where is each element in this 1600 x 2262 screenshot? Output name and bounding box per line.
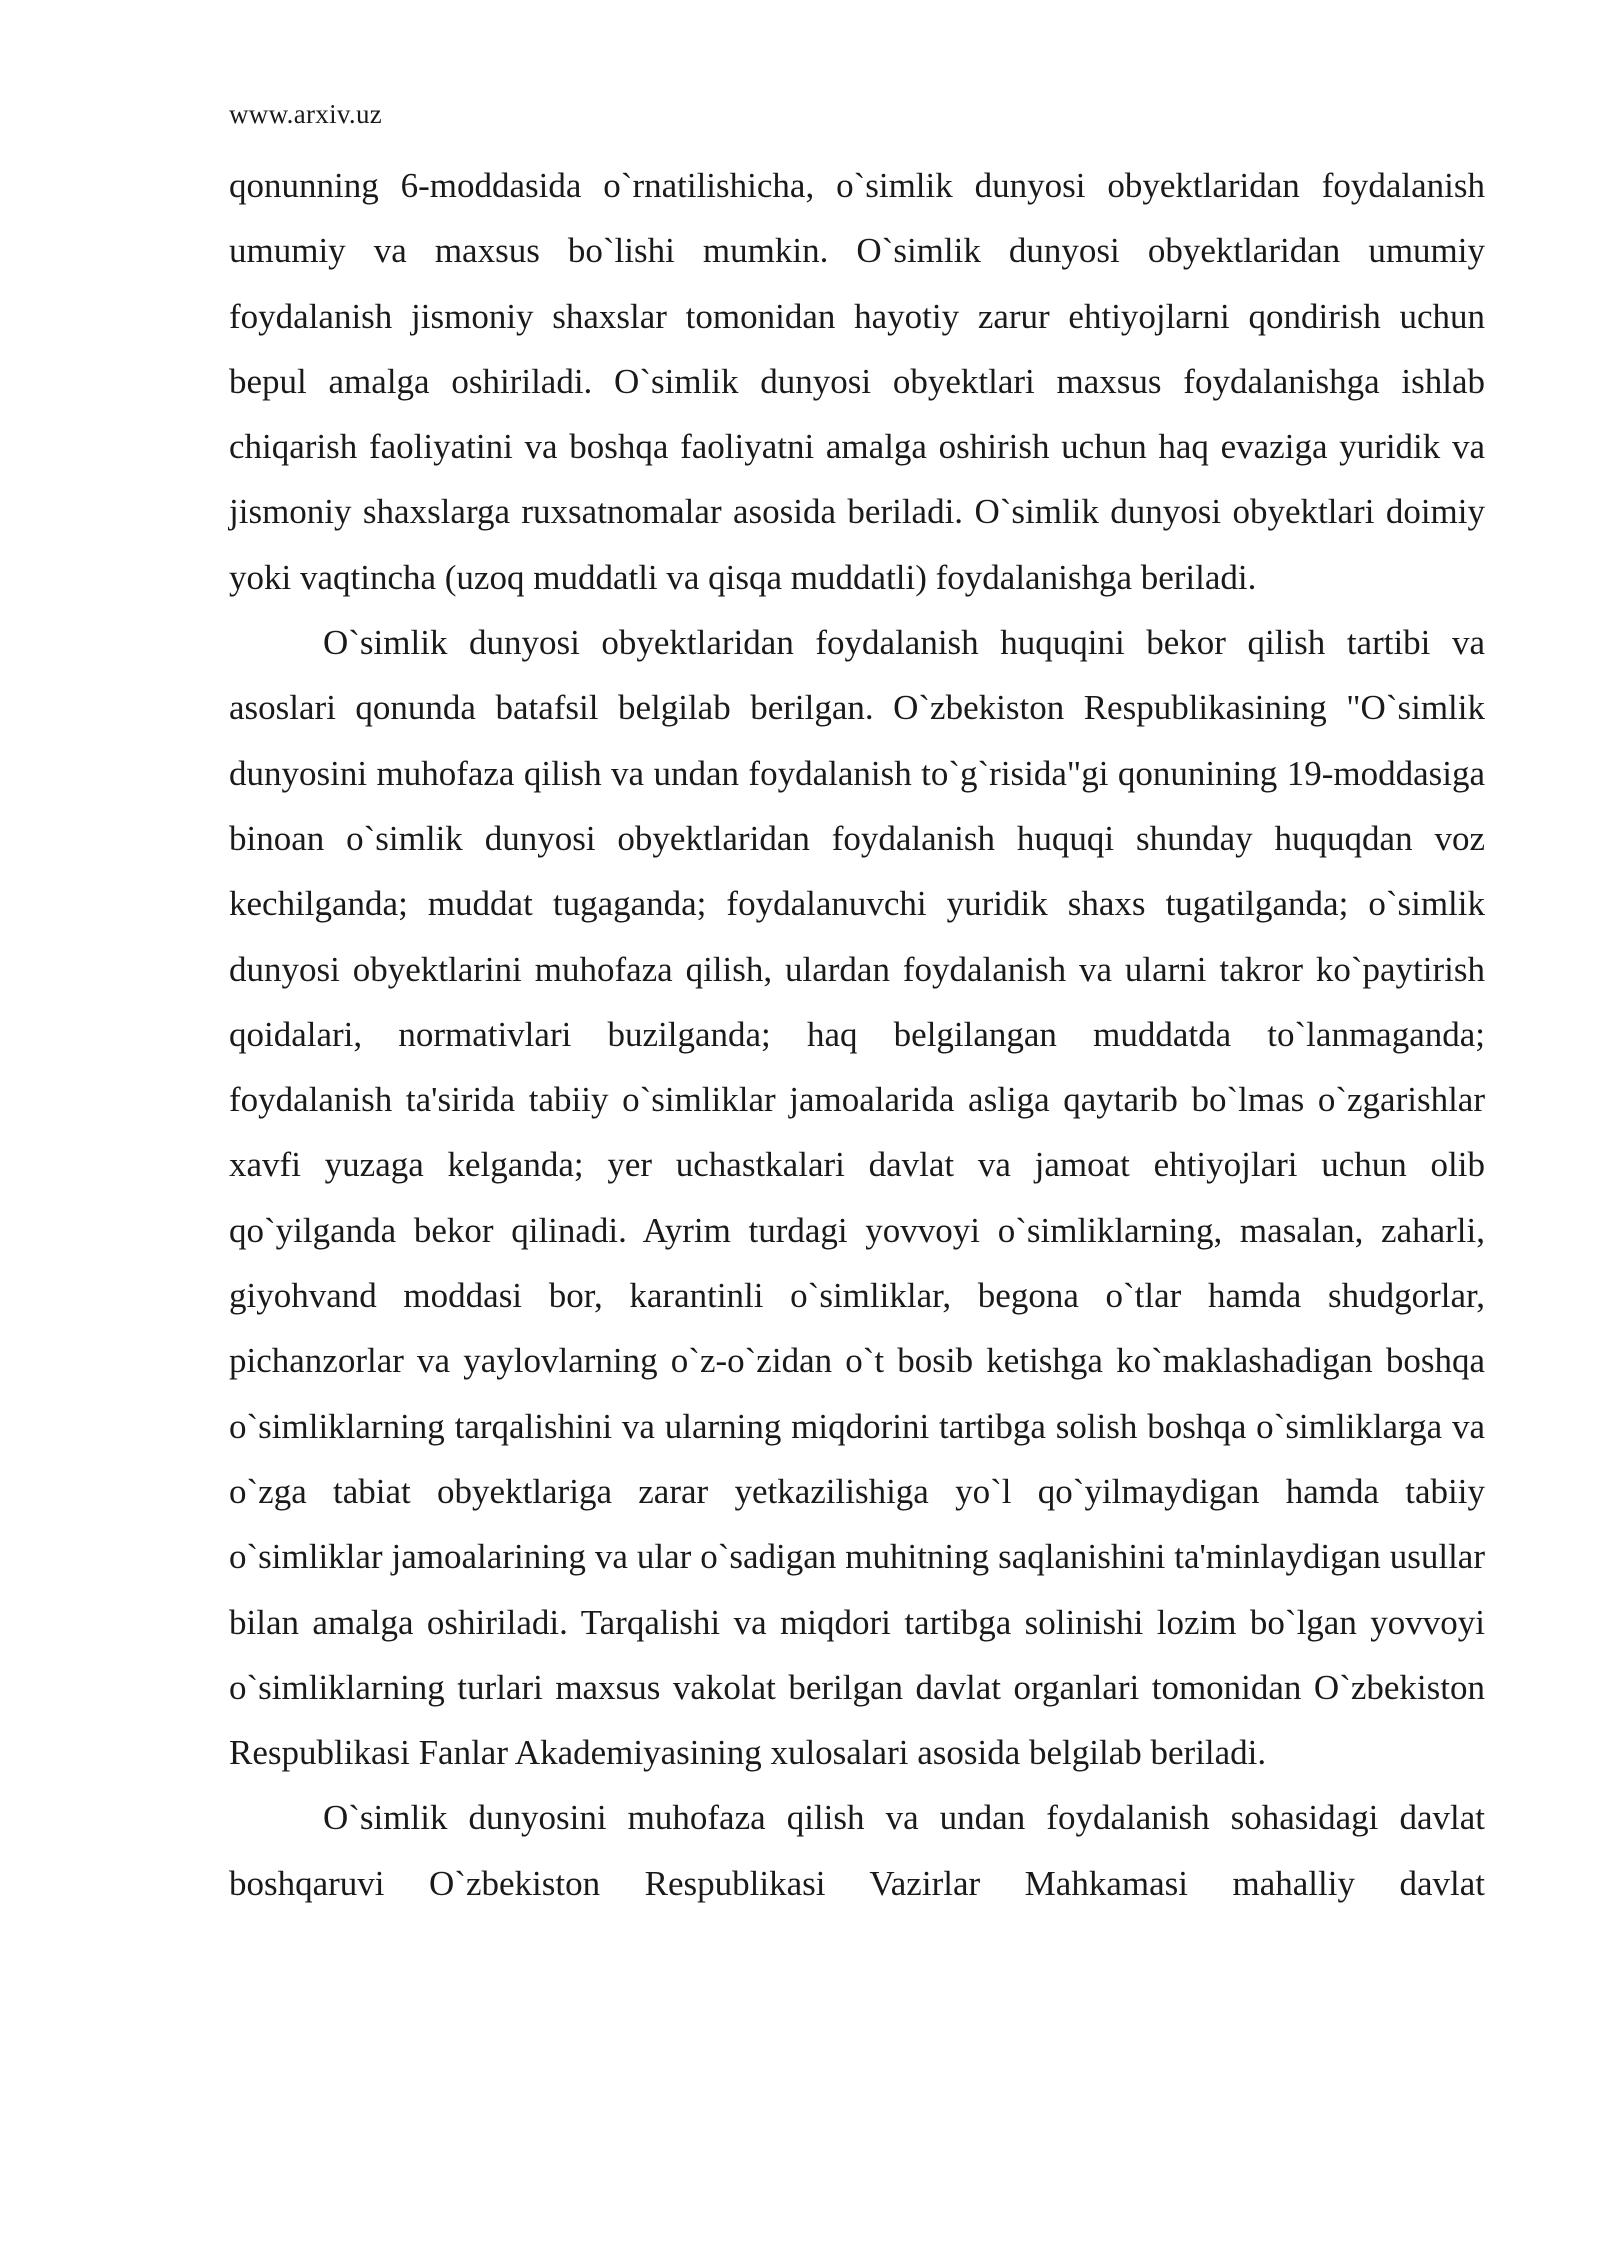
paragraph-2: O`simlik dunyosi obyektlaridan foydalanish huquqini bekor qilish tartibi va asoslari qonunda batafsil belgilab berilgan. O`zbekiston Respublikasining "O`simlik dunyosini muhofaza qilish va undan foydalanish to`g`risida"gi qonunining 19-moddasiga binoan o`simlik dunyosi obyektlaridan foydalanish huquqi shunday huquqdan voz kechilganda; muddat tugaganda; foydalanuvchi yuridik shaxs tugatilganda; o`simlik dunyosi obyektlarini muhofaza qilish, ulardan foydalanish va ularni takror ko`paytirish qoidalari, normativlari buzilganda; haq belgilangan muddatda to`lanmaganda; foydalanish ta'sirida tabiiy o`simliklar jamoalarida asliga qaytarib bo`lmas o`zgarishlar xavfi yuzaga kelganda; yer uchastkalari davlat va jamoat ehtiyojlari uchun olib qo`yilganda bekor qilinadi. Ayrim turdagi yovvoyi o`simliklarning, masalan, zaharli, giyohvand moddasi bor, karantinli o`simliklar, begona o`tlar hamda shudgorlar, pichanzorlar va yaylovlarning o`z-o`zidan o`t bosib ketishga ko`maklashadigan boshqa o`simliklarning tarqalishini va ularning miqdorini tartibga solish boshqa o`simliklarga va o`zga tabiat obyektlariga zarar yetkazilishiga yo`l qo`yilmaydigan hamda tabiiy o`simliklar jamoalarining va ular o`sadigan muhitning saqlanishini ta'minlaydigan usullar bilan amalga oshiriladi. Tarqalishi va miqdori tartibga solinishi lozim bo`lgan yovvoyi o`simliklarning turlari maxsus vakolat berilgan davlat organlari tomonidan O`zbekiston Respublikasi Fanlar Akademiyasining xulosalari asosida belgilab beriladi. [229, 623, 1485, 1773]
paragraph-1: qonunning 6-moddasida o`rnatilishicha, o`simlik dunyosi obyektlaridan foydalanish umumiy va maxsus bo`lishi mumkin. O`simlik dunyosi obyektlaridan umumiy foydalanish jismoniy shaxslar tomonidan hayotiy zarur ehtiyojlarni qondirish uchun bepul amalga oshiriladi. O`simlik dunyosi obyektlari maxsus foydalanishga ishlab chiqarish faoliyatini va boshqa faoliyatni amalga oshirish uchun haq evaziga yuridik va jismoniy shaxslarga ruxsatnomalar asosida beriladi. O`simlik dunyosi obyektlari doimiy yoki vaqtincha (uzoq muddatli va qisqa muddatli) foydalanishga beriladi. [229, 166, 1485, 597]
site-header-url: www.arxiv.uz [229, 99, 383, 129]
paragraph-3: O`simlik dunyosini muhofaza qilish va undan foydalanish sohasidagi davlat boshqaruvi O`zbekiston Respublikasi Vazirlar Mahkamasi mahalliy davlat [229, 1798, 1485, 1903]
document-body [229, 153, 1485, 1916]
